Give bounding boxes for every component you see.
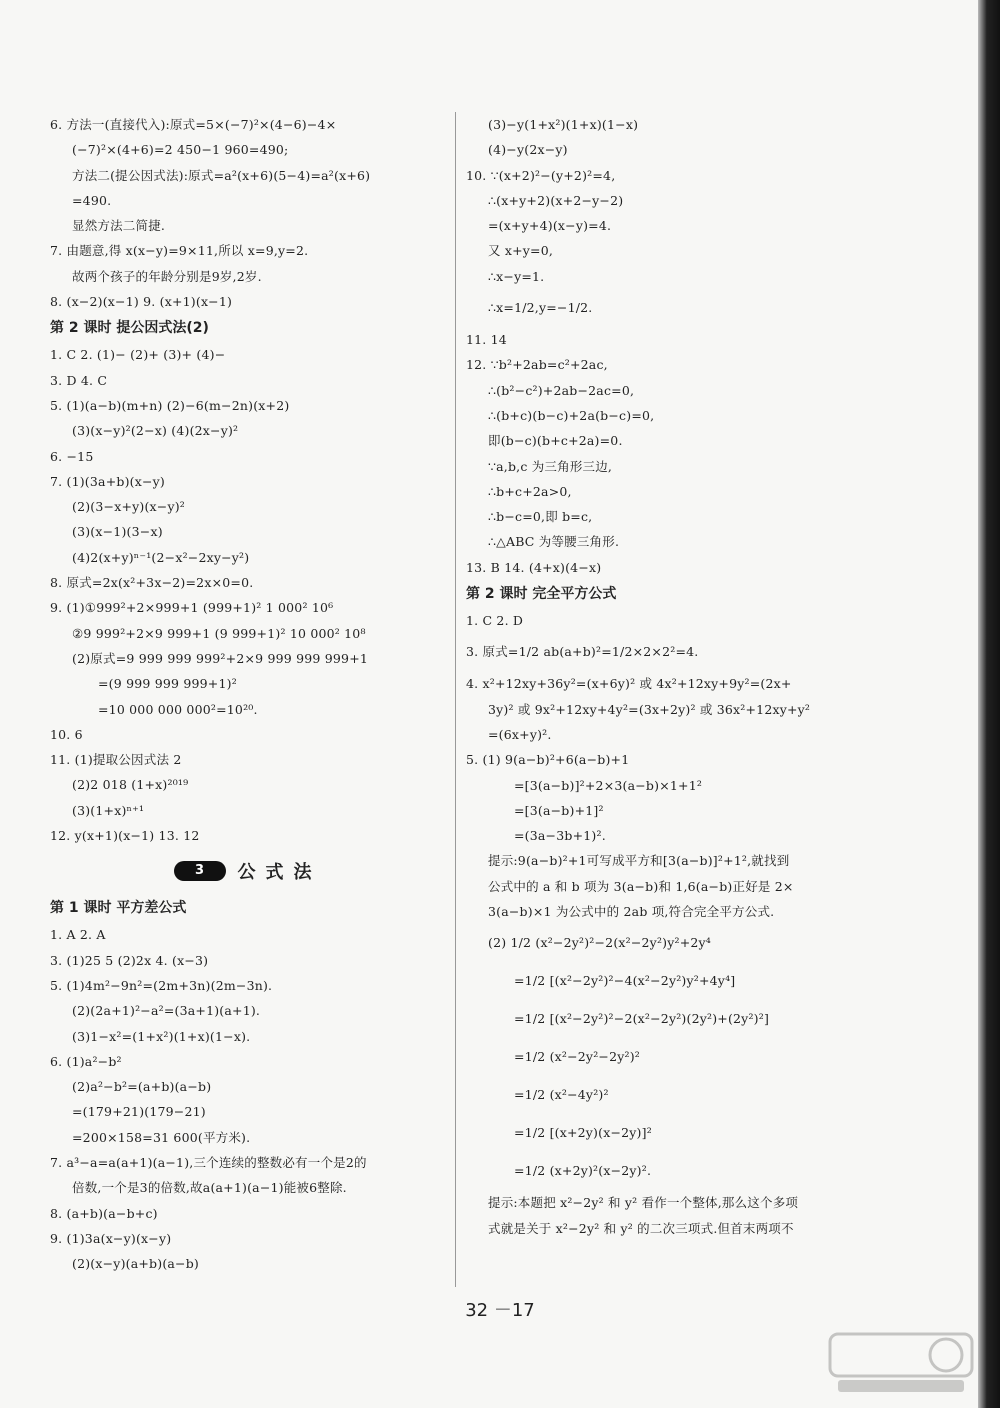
page-number: 32 －17 xyxy=(465,1300,535,1321)
answer-line: (2)a²−b²=(a+b)(a−b) xyxy=(72,1079,212,1095)
answer-line: (3)(x−y)²(2−x) (4)(2x−y)² xyxy=(72,423,239,439)
answer-line: 显然方法二简捷. xyxy=(72,218,166,234)
answer-line: =490. xyxy=(72,192,112,208)
answer-line: 13. B 14. (4+x)(4−x) xyxy=(466,559,602,575)
section-number-badge: 3 xyxy=(174,861,226,881)
answer-line: ②9 999²+2×9 999+1 (9 999+1)² 10 000² 10⁸ xyxy=(72,625,366,641)
answer-line: 即(b−c)(b+c+2a)=0. xyxy=(488,433,623,449)
answer-line: =[3(a−b)+1]² xyxy=(514,802,604,818)
answer-line: 12. y(x+1)(x−1) 13. 12 xyxy=(50,828,200,844)
answer-line: =1/2 [(x²−2y²)²−4(x²−2y²)y²+4y⁴] xyxy=(514,973,736,989)
answer-line: 3. (1)25 5 (2)2x 4. (x−3) xyxy=(50,952,209,968)
answer-line: =1/2 [(x+2y)(x−2y)]² xyxy=(514,1125,652,1141)
answer-line: 式就是关于 x²−2y² 和 y² 的二次三项式.但首末两项不 xyxy=(488,1220,794,1236)
answer-line: 10. ∵(x+2)²−(y+2)²=4, xyxy=(466,167,616,183)
answer-line: ∴△ABC 为等腰三角形. xyxy=(488,534,620,550)
answer-line: 11. (1)提取公因式法 2 xyxy=(50,752,182,768)
answer-line: (3)(1+x)ⁿ⁺¹ xyxy=(72,802,145,818)
answer-line: (2) 1/2 (x²−2y²)²−2(x²−2y²)y²+2y⁴ xyxy=(488,935,712,951)
answer-line: 7. 由题意,得 x(x−y)=9×11,所以 x=9,y=2. xyxy=(50,243,309,259)
answer-line: =1/2 (x²−4y²)² xyxy=(514,1087,609,1103)
answer-line: ∴x=1/2,y=−1/2. xyxy=(488,300,593,316)
column-divider xyxy=(455,112,456,1287)
answer-line: 公式中的 a 和 b 项为 3(a−b)和 1,6(a−b)正好是 2× xyxy=(488,878,794,894)
lesson-heading: 第 1 课时 平方差公式 xyxy=(50,900,187,917)
answer-line: 3. D 4. C xyxy=(50,372,108,388)
answer-line: 3y)² 或 9x²+12xy+4y²=(3x+2y)² 或 36x²+12xy+y² xyxy=(488,701,811,717)
answer-line: =(3a−3b+1)². xyxy=(514,828,606,844)
answer-line: ∴(x+y+2)(x+2−y−2) xyxy=(488,192,624,208)
answer-line: (2)(3−x+y)(x−y)² xyxy=(72,499,186,515)
answer-line: 提示:9(a−b)²+1可写成平方和[3(a−b)]²+1²,就找到 xyxy=(488,853,790,869)
answer-line: 方法二(提公因式法):原式=a²(x+6)(5−4)=a²(x+6) xyxy=(72,167,371,183)
answer-line: 6. 方法一(直接代入):原式=5×(−7)²×(4−6)−4× xyxy=(50,117,337,132)
answer-line: 6. −15 xyxy=(50,448,94,464)
answer-line: 故两个孩子的年龄分别是9岁,2岁. xyxy=(72,268,262,284)
answer-line: =(179+21)(179−21) xyxy=(72,1104,206,1120)
section-title xyxy=(50,848,445,894)
answer-line: (−7)²×(4+6)=2 450−1 960=490; xyxy=(72,142,289,158)
answer-line: 10. 6 xyxy=(50,726,83,742)
answer-line: =1/2 [(x²−2y²)²−2(x²−2y²)(2y²)+(2y²)²] xyxy=(514,1011,770,1027)
answer-line: 9. (1)3a(x−y)(x−y) xyxy=(50,1230,172,1246)
answer-line: (2)原式=9 999 999 999²+2×9 999 999 999+1 xyxy=(72,650,369,666)
answer-line: 11. 14 xyxy=(466,332,507,348)
answer-line: 提示:本题把 x²−2y² 和 y² 看作一个整体,那么这个多项 xyxy=(488,1195,799,1211)
section-heading-text: 公式法 xyxy=(237,862,322,884)
answer-line: 5. (1)4m²−9n²=(2m+3n)(2m−3n). xyxy=(50,977,273,993)
answer-line: 3. 原式=1/2 ab(a+b)²=1/2×2×2²=4. xyxy=(466,644,699,660)
answer-line: ∴(b²−c²)+2ab−2ac=0, xyxy=(488,382,635,398)
answer-line: (3)(x−1)(3−x) xyxy=(72,524,163,540)
answer-line: =[3(a−b)]²+2×3(a−b)×1+1² xyxy=(514,777,703,793)
answer-line: 8. 原式=2x(x²+3x−2)=2x×0=0. xyxy=(50,575,254,591)
answer-line: 5. (1) 9(a−b)²+6(a−b)+1 xyxy=(466,752,630,768)
answer-line: =1/2 (x+2y)²(x−2y)². xyxy=(514,1163,652,1179)
answer-line: 5. (1)(a−b)(m+n) (2)−6(m−2n)(x+2) xyxy=(50,397,290,413)
answer-line: =(9 999 999 999+1)² xyxy=(98,676,237,692)
answer-line: 6. (1)a²−b² xyxy=(50,1053,122,1069)
answer-line: (2)2 018 (1+x)²⁰¹⁹ xyxy=(72,777,189,793)
answer-line: (2)(2a+1)²−a²=(3a+1)(a+1). xyxy=(72,1003,261,1019)
answer-line: 7. a³−a=a(a+1)(a−1),三个连续的整数必有一个是2的 xyxy=(50,1154,367,1170)
right-column xyxy=(466,112,876,1241)
answer-line: 8. (a+b)(a−b+c) xyxy=(50,1205,158,1221)
answer-line: (3)1−x²=(1+x²)(1+x)(1−x). xyxy=(72,1028,251,1044)
answer-line: =(x+y+4)(x−y)=4. xyxy=(488,218,612,234)
answer-line: 4. x²+12xy+36y²=(x+6y)² 或 4x²+12xy+9y²=(2x+ xyxy=(466,676,792,692)
lesson-heading: 第 2 课时 完全平方公式 xyxy=(466,586,617,603)
answer-line: ∴x−y=1. xyxy=(488,268,545,284)
answer-line: =10 000 000 000²=10²⁰. xyxy=(98,701,258,717)
answer-line: 9. (1)①999²+2×999+1 (999+1)² 1 000² 10⁶ xyxy=(50,600,334,616)
answer-line: ∴b−c=0,即 b=c, xyxy=(488,509,593,525)
answer-line: (2)(x−y)(a+b)(a−b) xyxy=(72,1256,200,1272)
lesson-heading: 第 2 课时 提公因式法(2) xyxy=(50,320,209,337)
answer-line: 12. ∵b²+2ab=c²+2ac, xyxy=(466,357,608,373)
answer-line: =(6x+y)². xyxy=(488,726,552,742)
answer-line: =200×158=31 600(平方米). xyxy=(72,1129,251,1145)
answer-line: 1. C 2. D xyxy=(466,613,524,629)
answer-line: 1. C 2. (1)− (2)+ (3)+ (4)− xyxy=(50,347,226,363)
answer-line: (4)2(x+y)ⁿ⁻¹(2−x²−2xy−y²) xyxy=(72,549,250,565)
answer-line: 7. (1)(3a+b)(x−y) xyxy=(50,473,165,489)
answer-line: (4)−y(2x−y) xyxy=(488,142,568,158)
answer-line: 倍数,一个是3的倍数,故a(a+1)(a−1)能被6整除. xyxy=(72,1180,347,1196)
answer-line: =1/2 (x²−2y²−2y²)² xyxy=(514,1049,640,1065)
answer-line: ∴(b+c)(b−c)+2a(b−c)=0, xyxy=(488,407,655,423)
answer-line: 又 x+y=0, xyxy=(488,243,554,259)
answer-line: 3(a−b)×1 为公式中的 2ab 项,符合完全平方公式. xyxy=(488,904,775,920)
page-edge-shadow xyxy=(978,0,1000,1408)
answer-line: (3)−y(1+x²)(1+x)(1−x) xyxy=(488,117,639,132)
answer-line: ∴b+c+2a>0, xyxy=(488,483,572,499)
watermark-logo-icon xyxy=(826,1328,976,1398)
answer-line: 1. A 2. A xyxy=(50,927,106,943)
left-column xyxy=(50,112,445,1276)
answer-line: ∵a,b,c 为三角形三边, xyxy=(488,458,613,474)
answer-line: 8. (x−2)(x−1) 9. (x+1)(x−1) xyxy=(50,294,233,310)
